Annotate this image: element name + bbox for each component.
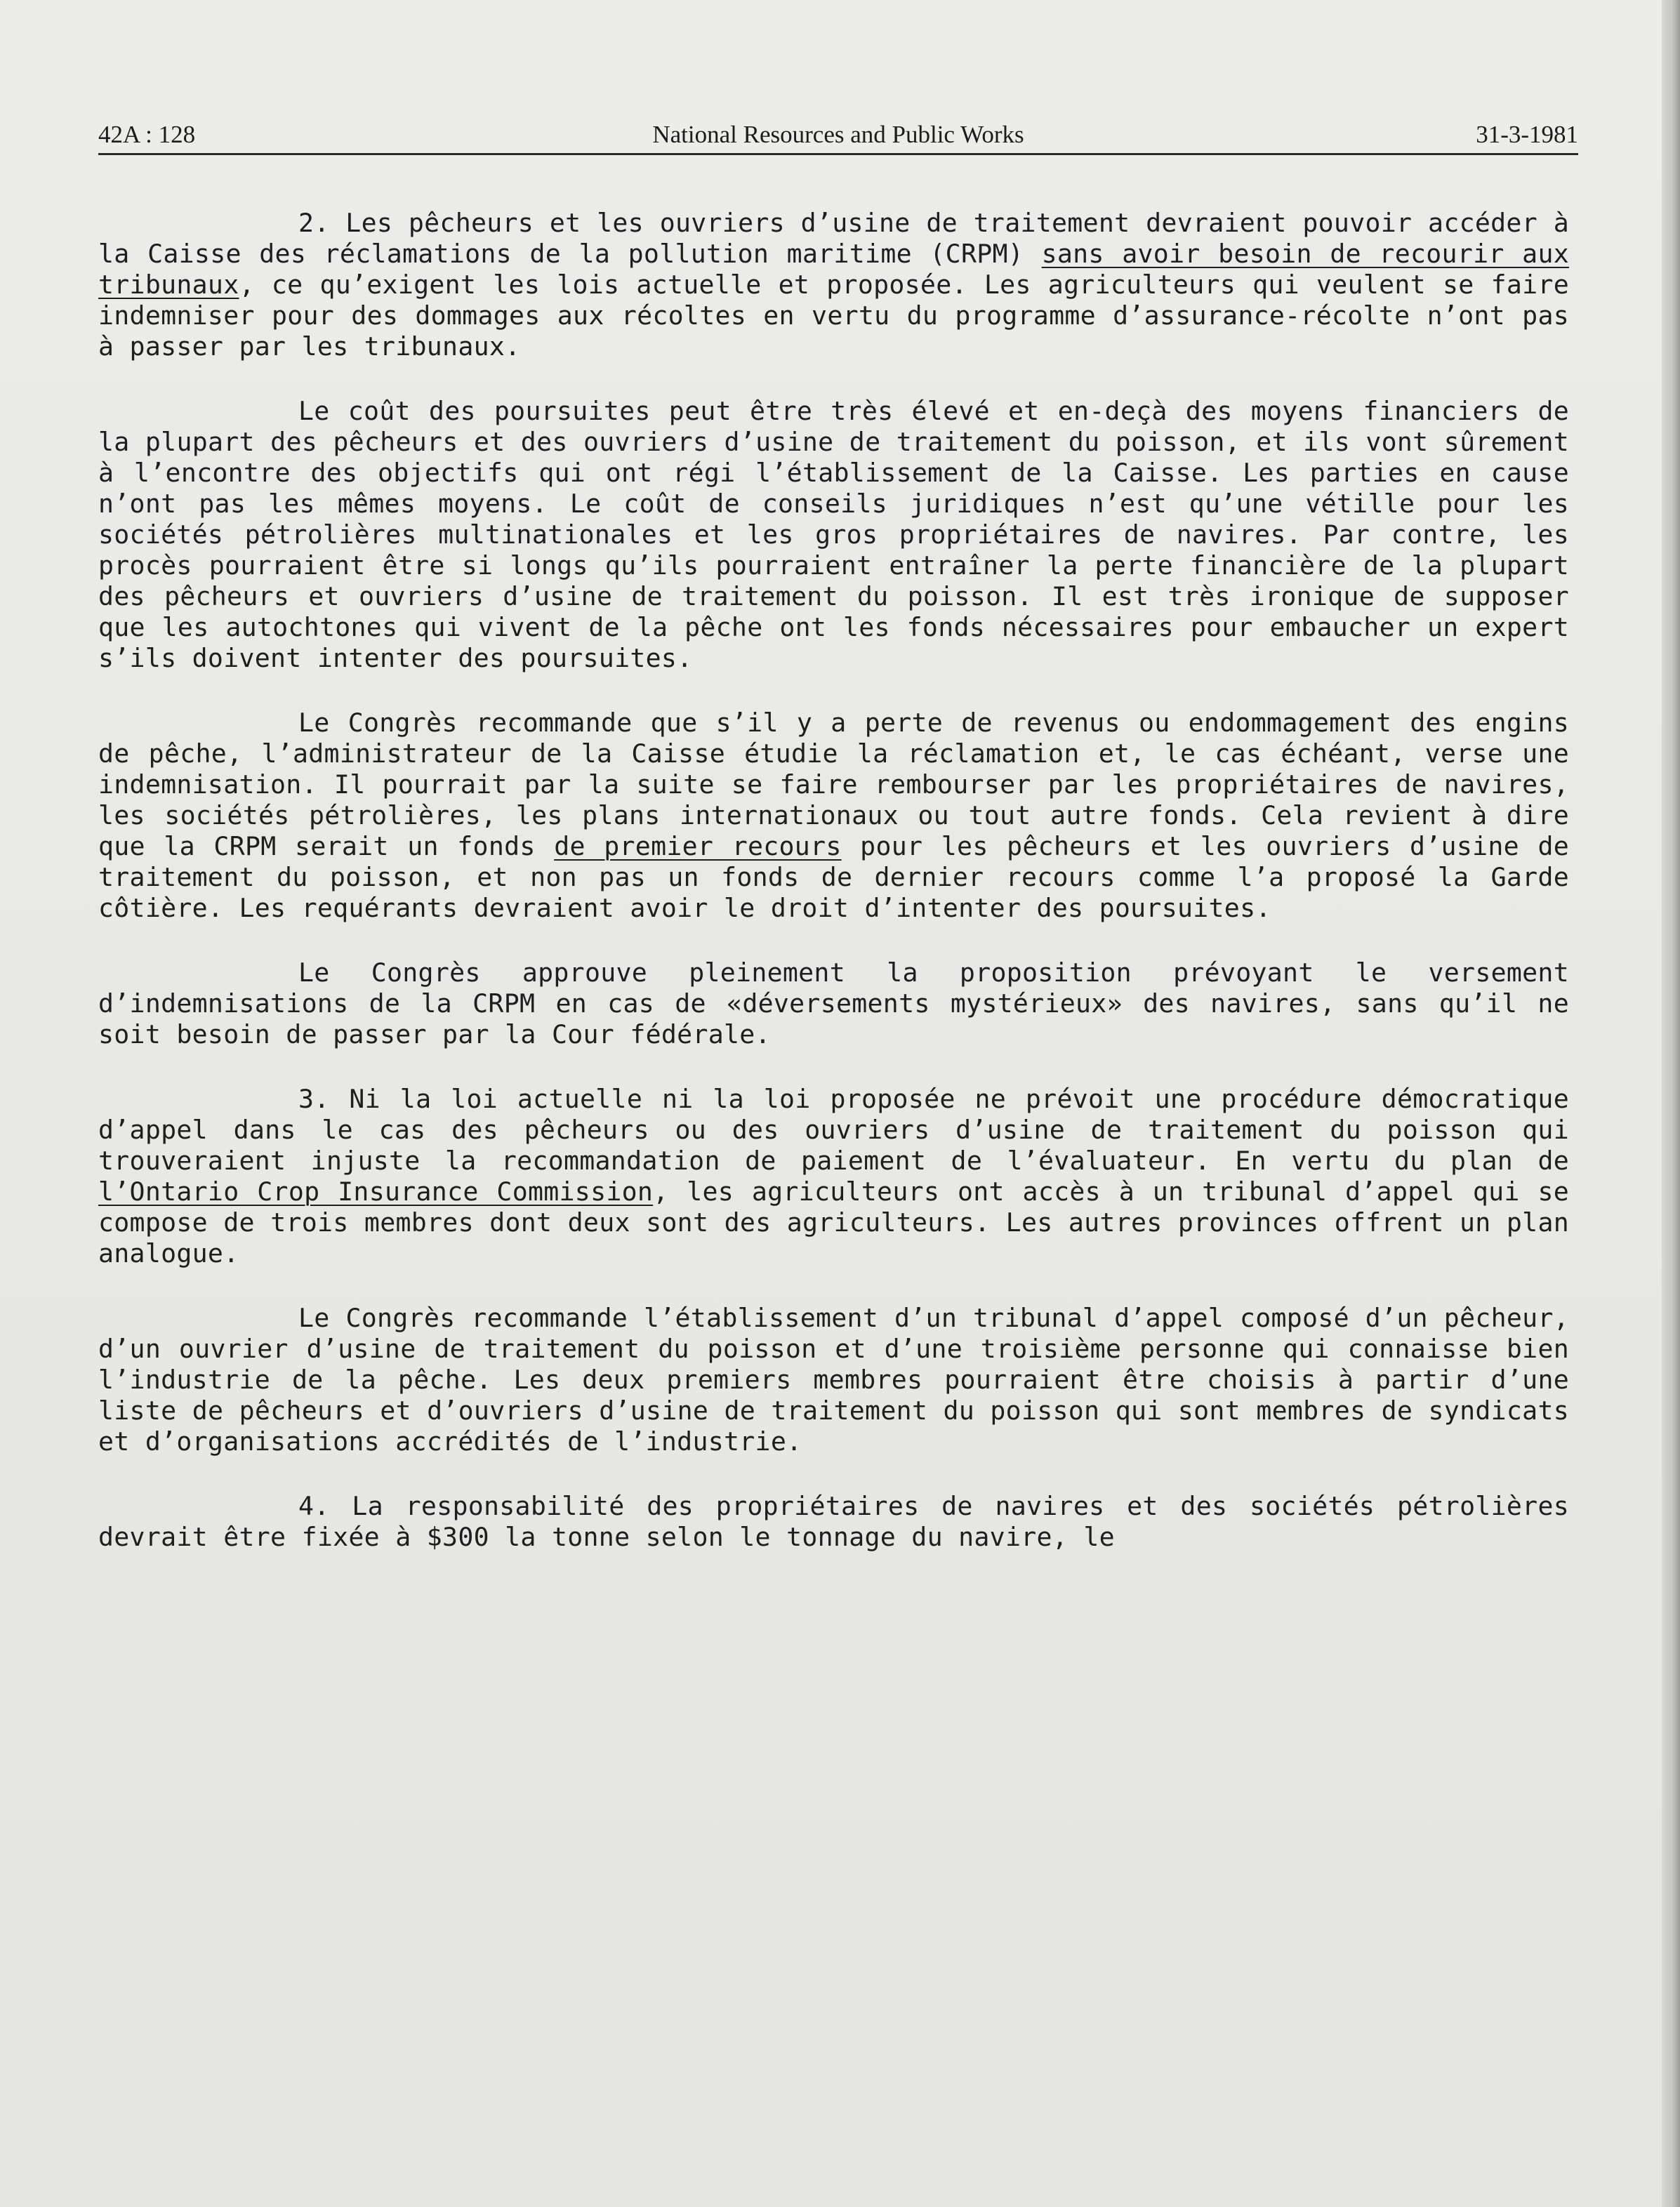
underlined-phrase: sans avoir besoin de recourir aux tribunaux [98, 239, 1570, 300]
paragraph-6: Le Congrès recommande l’établissement d’un tribunal d’appel composé d’un pêcheur, d’un ouvrier d’usine de traitement du poisson et d’une troisième personne qui connaisse bien l’industrie de la pêche. Les deux premiers membres pourraient être choisis à partir d’une liste de pêcheurs et d’ouvriers d’usine de traitement du poisson qui sont membres de syndicats et d’organisations accrédités de l’industrie. [98, 1303, 1569, 1457]
paragraph-5: 3. Ni la loi actuelle ni la loi proposée ne prévoit une procédure démocratique d’appel dans le cas des pêcheurs ou des ouvriers d’usine de traitement du poisson qui trouveraient injuste la recommandation de paiement de l’évaluateur. En vertu du plan de l’Ontario Crop Insurance Commission, les agriculteurs ont accès à un tribunal d’appel qui se compose de trois membres dont deux sont des agriculteurs. Les autres provinces offrent un plan analogue. [98, 1084, 1569, 1268]
header-title: National Resources and Public Works [652, 121, 1024, 148]
paragraph-7: 4. La responsabilité des propriétaires de navires et des sociétés pétrolières devrait être fixée à $300 la tonne selon le tonnage du navire, le [98, 1491, 1569, 1552]
paragraph-4: Le Congrès approuve pleinement la proposition prévoyant le versement d’indemnisations de la CRPM en cas de «déversements mystérieux» des navires, sans qu’il ne soit besoin de passer par la Cour fédérale. [98, 957, 1569, 1049]
underlined-phrase: l’Ontario Crop Insurance Commission [98, 1177, 654, 1207]
body-text [98, 208, 1569, 1586]
paragraph-1: 2. Les pêcheurs et les ouvriers d’usine de traitement devraient pouvoir accéder à la Caisse des réclamations de la pollution maritime (CRPM) sans avoir besoin de recourir aux tribunaux, ce qu’exigent les lois actuelle et proposée. Les agriculteurs qui veulent se faire indemniser pour des dommages aux récoltes en vertu du programme d’assurance-récolte n’ont pas à passer par les tribunaux. [98, 208, 1570, 362]
header-date: 31-3-1981 [1476, 121, 1578, 148]
page-edge [1662, 0, 1680, 2207]
paragraph-3: Le Congrès recommande que s’il y a perte de revenus ou endommagement des engins de pêche, l’administrateur de la Caisse étudie la réclamation et, le cas échéant, verse une indemnisation. Il pourrait par la suite se faire rembourser par les propriétaires de navires, les sociétés pétrolières, les plans internationaux ou tout autre fonds. Cela revient à dire que la CRPM serait un fonds de premier recours pour les pêcheurs et les ouvriers d’usine de traitement du poisson, et non pas un fonds de dernier recours comme l’a proposé la Garde côtière. Les requérants devraient avoir le droit d’intenter des poursuites. [98, 708, 1569, 923]
running-header [98, 114, 1578, 155]
paragraph-2: Le coût des poursuites peut être très élevé et en-deçà des moyens financiers de la plupart des pêcheurs et des ouvriers d’usine de traitement du poisson, et ils vont sûrement à l’encontre des objectifs qui ont régi l’établissement de la Caisse. Les parties en cause n’ont pas les mêmes moyens. Le coût de conseils juridiques n’est qu’une vétille pour les sociétés pétrolières multinationales et les gros propriétaires de navires. Par contre, les procès pourraient être si longs qu’ils pourraient entraîner la perte financière de la plupart des pêcheurs et ouvriers d’usine de traitement du poisson. Il est très ironique de supposer que les autochtones qui vivent de la pêche ont les fonds nécessaires pour embaucher un expert s’ils doivent intenter des poursuites. [98, 396, 1569, 673]
underlined-phrase: de premier recours [554, 831, 842, 861]
page-reference: 42A : 128 [98, 121, 196, 148]
